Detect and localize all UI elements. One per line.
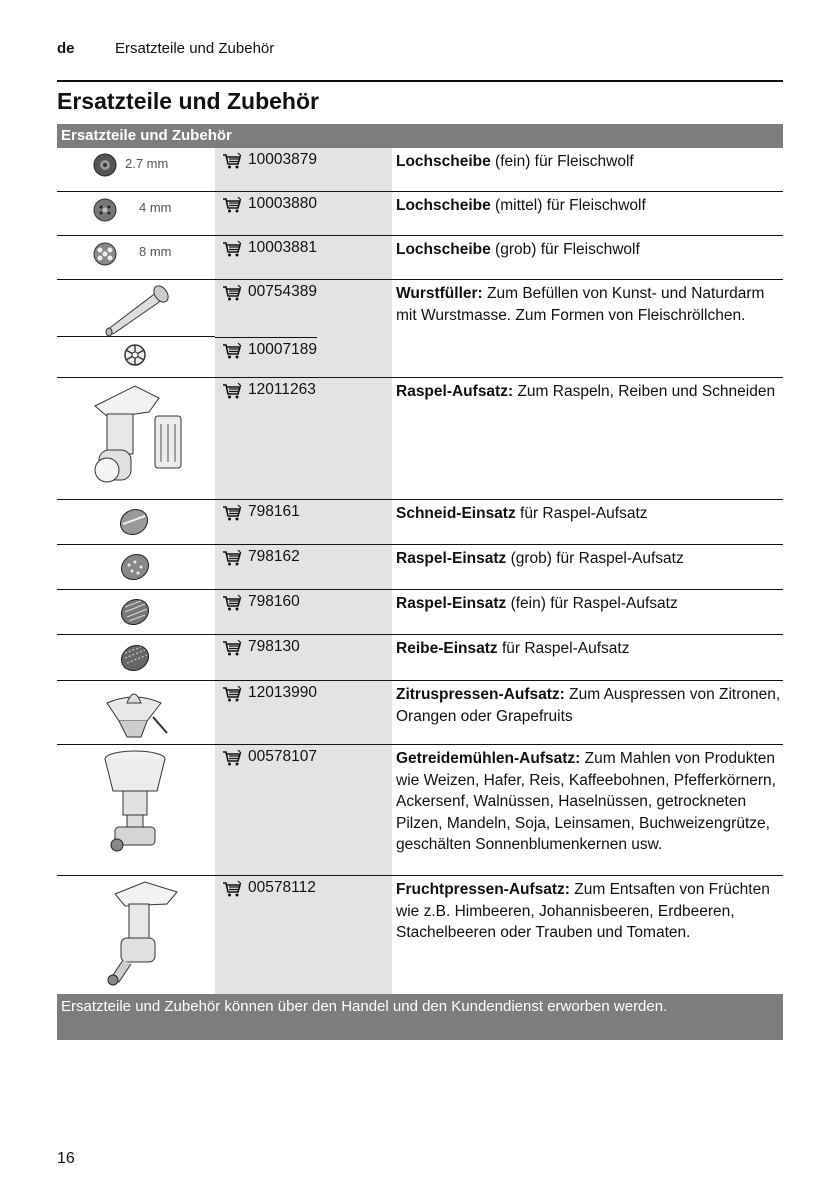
part-number: 10007189 bbox=[248, 341, 317, 358]
part-name: Getreidemühlen-Aufsatz: bbox=[396, 750, 581, 767]
part-number: 798130 bbox=[248, 638, 300, 655]
cart-icon bbox=[222, 594, 242, 612]
cart-icon bbox=[222, 685, 242, 703]
part-number: 00578112 bbox=[248, 879, 316, 896]
part-description: (fein) für Raspel-Aufsatz bbox=[506, 595, 678, 612]
table-row bbox=[57, 635, 783, 681]
slicing-insert-image bbox=[57, 500, 215, 545]
part-name: Zitruspressen-Aufsatz: bbox=[396, 686, 565, 703]
cart-icon bbox=[222, 504, 242, 522]
grain-mill-image bbox=[57, 745, 215, 876]
part-name: Wurstfüller: bbox=[396, 285, 483, 302]
part-number: 798161 bbox=[248, 503, 300, 520]
language-code: de bbox=[57, 40, 75, 57]
cart-icon bbox=[222, 549, 242, 567]
table-row bbox=[57, 590, 783, 635]
part-number: 10003880 bbox=[248, 195, 317, 212]
part-number: 00754389 bbox=[248, 283, 317, 300]
part-name: Schneid-Einsatz bbox=[396, 505, 516, 522]
part-description: für Raspel-Aufsatz bbox=[515, 505, 648, 522]
part-description: (grob) für Raspel-Aufsatz bbox=[506, 550, 684, 567]
table-row bbox=[57, 500, 783, 545]
table-row bbox=[57, 681, 783, 745]
grater-attachment-image bbox=[57, 378, 215, 500]
cart-icon bbox=[222, 152, 242, 170]
part-name: Raspel-Einsatz bbox=[396, 595, 507, 612]
cart-icon bbox=[222, 342, 242, 360]
part-description: für Raspel-Aufsatz bbox=[497, 640, 630, 657]
part-description: (fein) für Fleischwolf bbox=[490, 153, 634, 170]
page-title: Ersatzteile und Zubehör bbox=[57, 88, 319, 114]
table-row bbox=[57, 148, 783, 192]
part-number: 10003881 bbox=[248, 239, 317, 256]
part-description: Zum Entsaften von Früchten wie z.B. Himbeeren, Johannisbeeren, Erdbeeren, Stachelbeeren oder Trauben und Tomaten. bbox=[396, 881, 770, 941]
citrus-press-image bbox=[57, 681, 215, 745]
part-description: Zum Befüllen von Kunst- und Naturdarm mit Wurstmasse. Zum Formen von Fleischröllchen. bbox=[396, 285, 765, 324]
cart-icon bbox=[222, 880, 242, 898]
cart-icon bbox=[222, 284, 242, 302]
part-number: 798160 bbox=[248, 593, 300, 610]
table-row bbox=[57, 745, 783, 876]
header-rule bbox=[57, 80, 783, 82]
perforated-disc-medium-image bbox=[57, 192, 215, 236]
grating-insert-fine-image bbox=[57, 590, 215, 635]
running-head bbox=[57, 40, 274, 57]
cart-icon bbox=[222, 240, 242, 258]
part-name: Raspel-Einsatz bbox=[396, 550, 507, 567]
shaper-disc-image bbox=[57, 337, 215, 377]
footer-note: Ersatzteile und Zubehör können über den Handel und den Kundendienst erworben werden. bbox=[57, 994, 783, 1040]
running-head-section: Ersatzteile und Zubehör bbox=[115, 40, 275, 57]
table-row bbox=[57, 545, 783, 590]
part-description: Zum Auspressen von Zitronen, Orangen oder Grapefruits bbox=[396, 686, 781, 725]
part-name: Lochscheibe bbox=[396, 241, 491, 258]
sausage-filler-image bbox=[57, 280, 215, 337]
size-label: 2.7 mm bbox=[125, 156, 169, 171]
cart-icon bbox=[222, 382, 242, 400]
page-number: 16 bbox=[57, 1150, 75, 1167]
fruit-press-image bbox=[57, 876, 215, 996]
part-name: Lochscheibe bbox=[396, 197, 491, 214]
cart-icon bbox=[222, 639, 242, 657]
part-description: Zum Mahlen von Produkten wie Weizen, Hafer, Reis, Kaffeebohnen, Pfefferkörnern, Ackersenf, Walnüssen, Haselnüssen, getrockneten Pilzen, Mandeln, Soja, Leinsamen, Buchweizengrütze, geschälten Sonnenblumenkernen usw. bbox=[396, 750, 776, 853]
size-label: 8 mm bbox=[139, 244, 172, 259]
table-header: Ersatzteile und Zubehör bbox=[57, 124, 783, 148]
part-number: 12013990 bbox=[248, 684, 317, 701]
part-description: (grob) für Fleischwolf bbox=[490, 241, 640, 258]
part-number: 12011263 bbox=[248, 381, 316, 398]
table-row bbox=[57, 876, 783, 996]
table-row bbox=[57, 280, 783, 378]
table-row bbox=[57, 378, 783, 500]
grating-insert-coarse-image bbox=[57, 545, 215, 590]
part-name: Fruchtpressen-Aufsatz: bbox=[396, 881, 570, 898]
part-description: Zum Raspeln, Reiben und Schneiden bbox=[513, 383, 776, 400]
cart-icon bbox=[222, 749, 242, 767]
perforated-disc-coarse-image bbox=[57, 236, 215, 280]
part-number: 798162 bbox=[248, 548, 300, 565]
table-row bbox=[57, 236, 783, 280]
part-number: 10003879 bbox=[248, 151, 317, 168]
size-label: 4 mm bbox=[139, 200, 172, 215]
part-description: (mittel) für Fleischwolf bbox=[490, 197, 646, 214]
part-number: 00578107 bbox=[248, 748, 317, 765]
part-name: Reibe-Einsatz bbox=[396, 640, 498, 657]
grater-insert-image bbox=[57, 635, 215, 681]
parts-table bbox=[57, 124, 783, 996]
part-name: Lochscheibe bbox=[396, 153, 491, 170]
part-name: Raspel-Aufsatz: bbox=[396, 383, 514, 400]
cart-icon bbox=[222, 196, 242, 214]
table-row bbox=[57, 192, 783, 236]
